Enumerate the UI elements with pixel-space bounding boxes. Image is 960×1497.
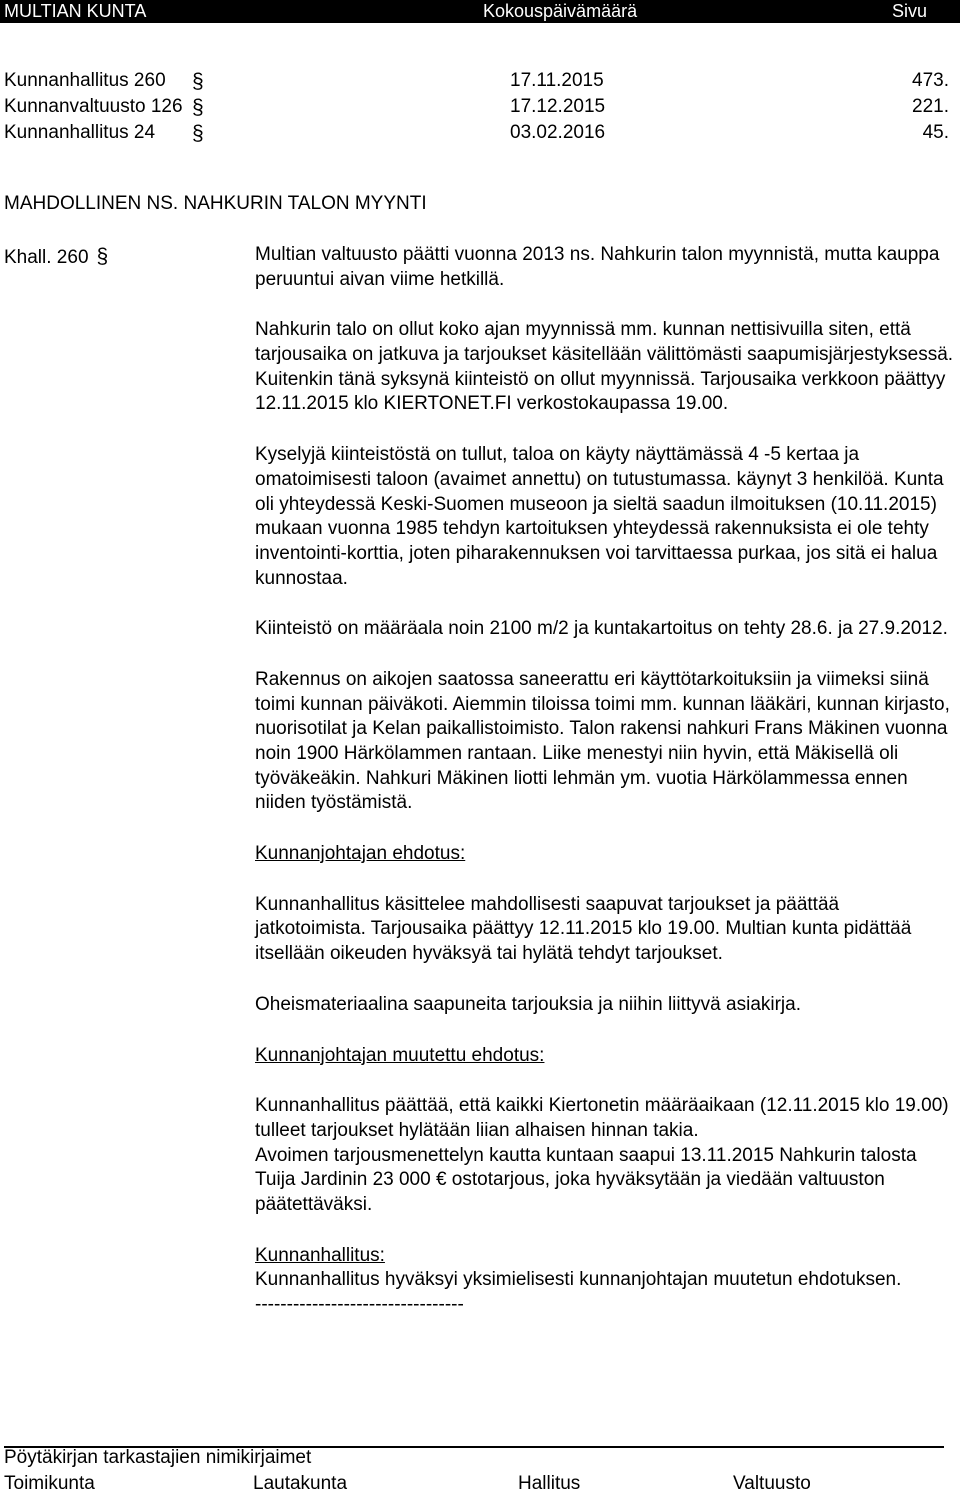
paragraph-sign: §: [192, 122, 204, 145]
reference-row: [4, 69, 949, 94]
footer-column-label: Toimikunta: [4, 1473, 95, 1494]
header-page-label: Sivu: [892, 1, 928, 21]
paragraph: Oheismateriaalina saapuneita tarjouksia ja niihin liittyvä asiakirja.: [255, 993, 801, 1015]
document-heading: MAHDOLLINEN NS. NAHKURIN TALON MYYNTI: [4, 193, 427, 214]
page-header-bar: [0, 0, 960, 23]
paragraph: Multian valtuusto päätti vuonna 2013 ns. Nahkurin talon myynnistä, mutta kauppa peruuntui aivan viime hetkillä.: [255, 244, 940, 290]
paragraph-sign: §: [96, 245, 109, 268]
paragraph-sign: §: [192, 70, 204, 93]
footer-column-label: Hallitus: [518, 1473, 581, 1494]
reference-body: Kunnanhallitus 24: [4, 122, 156, 143]
document-body: [255, 243, 955, 1344]
paragraph: Rakennus on aikojen saatossa saneerattu eri käyttötarkoituksiin ja viimeksi siinä toimi kunnan päiväkoti. Aiemmin tiloissa toimi mm. kunnan lääkäri, kunnan kirjasto, nuorisotilat ja Kelan paikallistoimisto. Talon rakensi nahkuri Frans Mäkinen vuonna noin 1900 Härkölammen rantaan. Liike menestyi niin hyvin, että Mäkisellä oli työväkeäkin. Nahkuri Mäkinen liotti lehmän ym. vuotia Härkölammessa ennen niiden työstämistä.: [255, 668, 950, 814]
section-heading: Kunnanhallitus:: [255, 1244, 385, 1266]
footer-column-label: Valtuusto: [733, 1473, 811, 1494]
section-reference: [4, 243, 108, 271]
header-organization: MULTIAN KUNTA: [4, 1, 147, 21]
reference-row: [4, 95, 949, 120]
reference-body: Kunnanvaltuusto 126: [4, 96, 183, 117]
section-heading: Kunnanjohtajan muutettu ehdotus:: [255, 1044, 545, 1066]
paragraph: Kunnanhallitus hyväksyi yksimielisesti kunnanjohtajan muutetun ehdotuksen.: [255, 1269, 902, 1291]
reference-body: Kunnanhallitus 260: [4, 70, 166, 91]
reference-page: 221.: [912, 96, 949, 117]
paragraph: Kunnanhallitus päättää, että kaikki Kiertonetin määräaikaan (12.11.2015 klo 19.00) tulleet tarjoukset hylätään liian alhaisen hinnan takia.: [255, 1095, 949, 1141]
paragraph-sign: §: [192, 96, 204, 119]
paragraph: Avoimen tarjousmenettelyn kautta kuntaan saapui 13.11.2015 Nahkurin talosta Tuija Jardinin 23 000 € ostotarjous, joka hyväksytään ja viedään valtuuston päätettäväksi.: [255, 1144, 917, 1215]
footer-column-label: Lautakunta: [253, 1473, 348, 1494]
paragraph: Kunnanhallitus käsittelee mahdollisesti saapuvat tarjoukset ja päättää jatkotoimista. Tarjousaika päättyy 12.11.2015 klo 19.00. Multian kunta pidättää itsellään oikeuden hyväksyä tai hylätä tehdyt tarjoukset.: [255, 893, 912, 965]
header-date-label: Kokouspäivämäärä: [483, 1, 638, 21]
reference-row: [4, 121, 949, 146]
paragraph: Nahkurin talo on ollut koko ajan myynnissä mm. kunnan nettisivuilla siten, että tarjousaika on jatkuva ja tarjoukset käsitellään välittömästi saapumisjärjestyksessä. Kuitenkin tänä syksynä kiinteistö on ollut myynnissä. Tarjousaika verkkoon päättyy 12.11.2015 klo KIERTONET.FI verkostokaupassa 19.00.: [255, 319, 954, 415]
reference-date: 03.02.2016: [510, 122, 606, 143]
paragraph: Kiinteistö on määräala noin 2100 m/2 ja kuntakartoitus on tehty 28.6. ja 27.9.2012.: [255, 618, 948, 640]
separator-dashes: ---------------------------------: [255, 1294, 464, 1315]
reference-page: 45.: [922, 122, 949, 143]
paragraph: Kyselyjä kiinteistöstä on tullut, taloa on käyty näyttämässä 4 -5 kertaa ja omatoimisesti taloon (avaimet annettu) on tutustumassa. käynyt 3 henkilöä. Kunta oli yhteydessä Keski-Suomen museoon ja sieltä saadun ilmoituksen (10.11.2015) mukaan vuonna 1985 tehdyn kartoituksen yhteydessä rakennuksista ei ole tehty inventointi-korttia, joten piharakennuksen voi tarvittaessa purkaa, jos sitä ei halua kunnostaa.: [255, 444, 944, 589]
footer-title: Pöytäkirjan tarkastajien nimikirjaimet: [4, 1447, 312, 1468]
reference-date: 17.12.2015: [510, 96, 606, 117]
section-heading: Kunnanjohtajan ehdotus:: [255, 843, 466, 865]
reference-page: 473.: [912, 70, 949, 91]
reference-date: 17.11.2015: [510, 70, 604, 91]
section-reference-label: Khall. 260: [4, 247, 89, 268]
